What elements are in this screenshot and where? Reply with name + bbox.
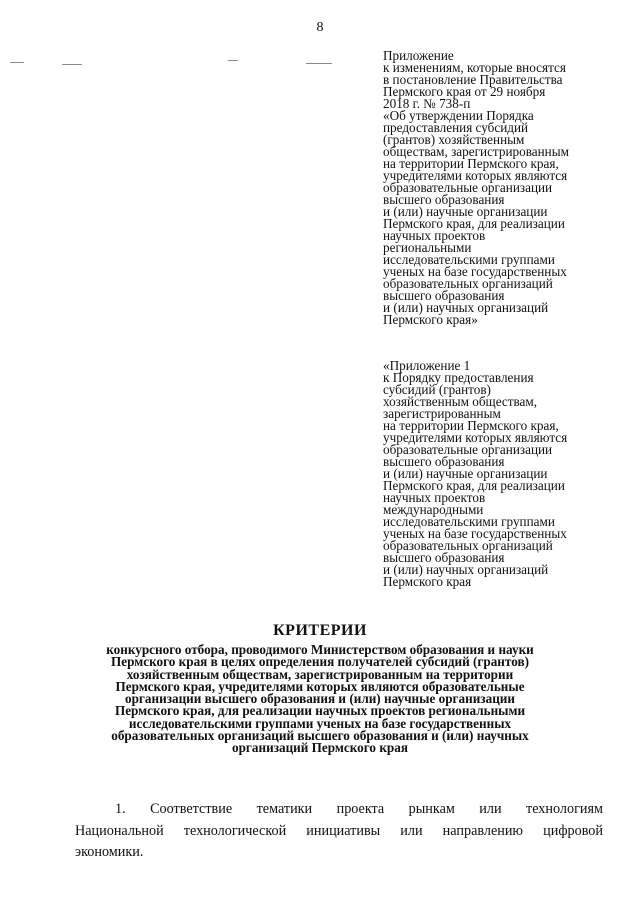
annex-order-block [383, 360, 635, 588]
annex-line: и (или) научных организаций [383, 562, 549, 577]
annex-line: и (или) научных организаций [383, 300, 549, 315]
annex-line: ученых на базе государственных [383, 526, 567, 541]
annex-line: учредителями которых являются [383, 168, 568, 183]
annex-line: Приложение [383, 48, 454, 63]
criteria-list [75, 799, 603, 864]
annex-line: образовательных организаций [383, 538, 553, 553]
annex-line: Пермского края от 29 ноября [383, 84, 546, 99]
annex-line: и (или) научные организации [383, 204, 548, 219]
subtitle-line: образовательных организаций высшего образования и (или) научных [111, 728, 529, 744]
annex-line: субсидий (грантов) [383, 382, 491, 397]
annex-line: Пермского края» [383, 312, 478, 327]
annex-amendments-block [383, 50, 635, 326]
annex-line: образовательные организации [383, 180, 553, 195]
subtitle-line: организации высшего образования и (или) научные организации [124, 691, 515, 707]
annex-line: Пермского края [383, 574, 472, 589]
annex-line: в постановление Правительства [383, 72, 563, 87]
document-title: КРИТЕРИИ [273, 622, 367, 639]
annex-line: высшего образования [383, 288, 505, 303]
annex-line: на территории Пермского края, [383, 156, 559, 171]
page-number: 8 [316, 20, 324, 35]
annex-line: высшего образования [383, 454, 505, 469]
scan-mark [228, 60, 238, 61]
subtitle-line: хозяйственным обществам, зарегистрированным на территории [126, 666, 514, 682]
scan-mark [10, 62, 24, 63]
annex-line: 2018 г. № 738-п [383, 96, 471, 111]
subtitle-line: Пермского края, учредителями которых являются образовательные [115, 678, 525, 694]
annex-line: учредителями которых являются [383, 430, 568, 445]
subtitle-line: Пермского края, для реализации научных проектов региональными [114, 703, 526, 719]
annex-line: «Приложение 1 [383, 358, 471, 373]
document-subtitle [60, 644, 580, 755]
subtitle-line: Пермского края в целях определения получателей субсидий (грантов) [111, 654, 529, 670]
subtitle-line: организаций Пермского края [231, 740, 408, 756]
annex-line: обществам, зарегистрированным [383, 144, 569, 159]
annex-line: на территории Пермского края, [383, 418, 559, 433]
annex-line: исследовательскими группами [383, 252, 555, 267]
scan-mark [62, 64, 82, 65]
annex-line: к Порядку предоставления [383, 370, 534, 385]
annex-line: (грантов) хозяйственным [383, 132, 525, 147]
criterion-line: Национальной технологической инициативы или направлению цифровой [75, 822, 603, 839]
subtitle-line: конкурсного отбора, проводимого Министерством образования и науки [106, 642, 534, 657]
criterion-item [75, 799, 603, 864]
annex-line: ученых на базе государственных [383, 264, 567, 279]
annex-line: и (или) научные организации [383, 466, 548, 481]
annex-line: Пермского края, для реализации [383, 216, 565, 231]
criterion-line: экономики. [75, 844, 144, 860]
annex-line: региональными [383, 240, 472, 255]
annex-line: хозяйственным обществам, [383, 394, 538, 409]
scan-mark [306, 63, 332, 64]
criterion-line: 1. Соответствие тематики проекта рынкам или технологиям [115, 801, 603, 817]
annex-line: образовательные организации [383, 442, 553, 457]
annex-line: Пермского края, для реализации [383, 478, 565, 493]
annex-line: исследовательскими группами [383, 514, 555, 529]
annex-line: высшего образования [383, 550, 505, 565]
subtitle-line: исследовательскими группами ученых на базе государственных [128, 715, 512, 731]
annex-line: предоставления субсидий [383, 120, 529, 135]
annex-line: «Об утверждении Порядка [383, 108, 534, 123]
annex-line: к изменениям, которые вносятся [383, 60, 566, 75]
annex-line: зарегистрированным [383, 406, 501, 421]
annex-line: научных проектов [383, 490, 486, 505]
annex-line: высшего образования [383, 192, 505, 207]
annex-line: образовательных организаций [383, 276, 553, 291]
annex-line: научных проектов [383, 228, 486, 243]
annex-line: международными [383, 502, 484, 517]
